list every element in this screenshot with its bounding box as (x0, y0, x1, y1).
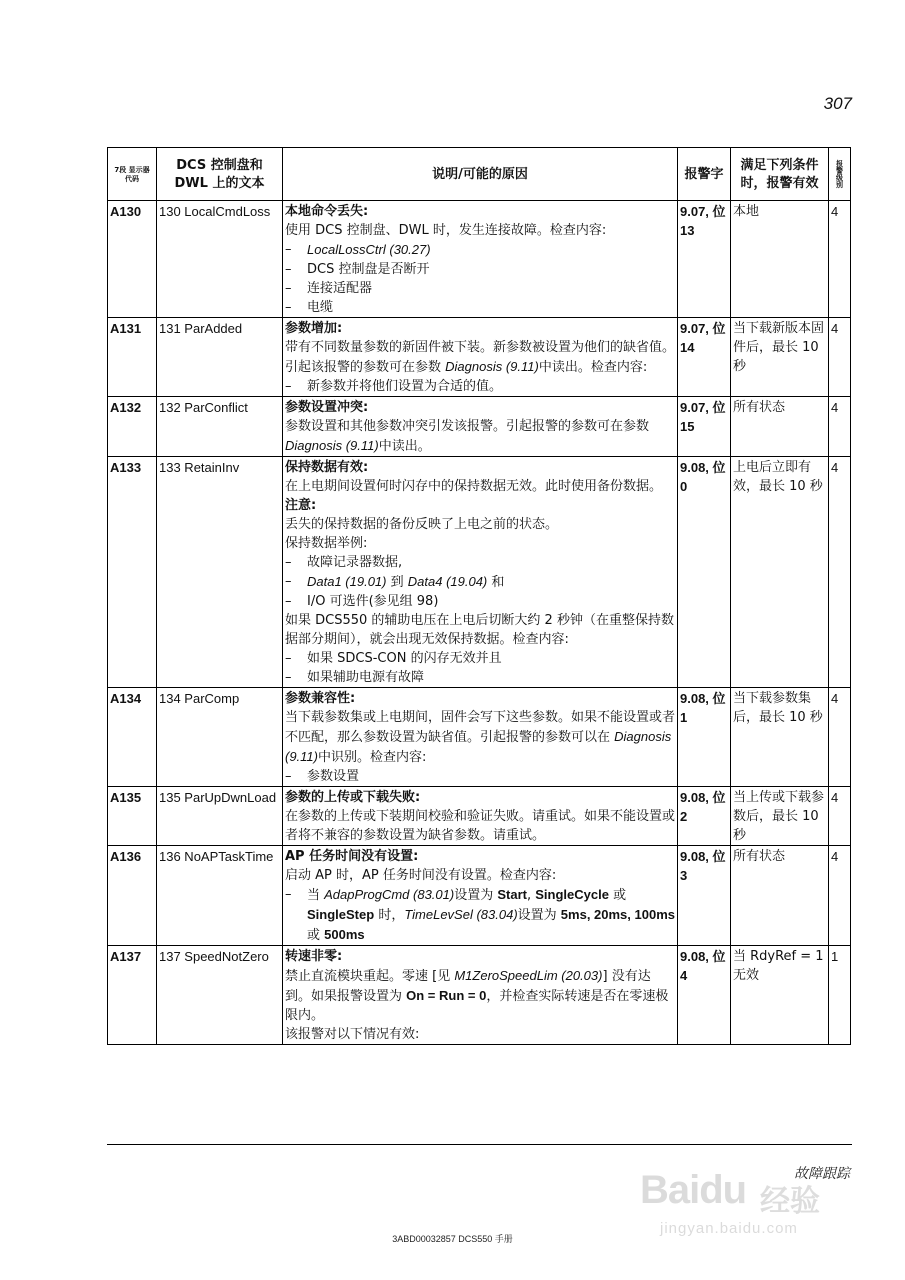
watermark-text: 经验 (760, 1184, 820, 1219)
list-dash: – (285, 574, 292, 589)
text-run: 当 (307, 888, 325, 903)
table-row (108, 946, 851, 1045)
table-row (108, 201, 851, 318)
panel-text: 133 RetainInv (157, 457, 283, 688)
check-item (285, 377, 675, 396)
list-dash: – (285, 887, 292, 902)
alarm-level: 1 (829, 946, 851, 1045)
check-item (285, 592, 675, 611)
active-condition: 所有状态 (731, 397, 829, 457)
description-line (285, 807, 675, 845)
text-run: 启动 AP 时，AP 任务时间没有设置。检查内容: (285, 868, 557, 883)
alarm-code: A134 (108, 688, 157, 787)
text-run: 丢失的保持数据的备份反映了上电之前的状态。 (285, 517, 559, 532)
text-run: 500ms (324, 927, 365, 942)
active-condition: 上电后立即有效，最长 10 秒 (731, 457, 829, 688)
description-line (285, 534, 675, 553)
text-run: M1ZeroSpeedLim (20.03) (454, 968, 603, 983)
text-run: 如果 SDCS-CON 的闪存无效并且 (307, 651, 502, 666)
description-line (285, 417, 675, 456)
text-run: 或 (608, 888, 627, 903)
text-run: DCS 控制盘是否断开 (307, 262, 430, 277)
check-item (285, 260, 675, 279)
alarm-table (107, 147, 851, 1045)
check-item (285, 767, 675, 786)
description-cell (283, 457, 678, 688)
list-dash: – (285, 555, 292, 570)
header-alarm-word: 报警字 (678, 148, 731, 201)
table-row (108, 318, 851, 397)
alarm-code: A132 (108, 397, 157, 457)
text-run: Start (497, 887, 527, 902)
check-item (285, 885, 675, 945)
list-dash: – (285, 281, 292, 296)
text-run: LocalLossCtrl (30.27) (307, 242, 431, 257)
alarm-level: 4 (829, 457, 851, 688)
alarm-word: 9.07, 位 13 (678, 201, 731, 318)
text-run: 故障记录器数据, (307, 555, 403, 570)
description-title: AP 任务时间没有设置: (285, 849, 419, 864)
description-line (285, 496, 675, 515)
text-run: 注意: (285, 498, 317, 513)
text-run: 电缆 (307, 300, 334, 315)
description-line (285, 1025, 675, 1044)
alarm-word: 9.07, 位 14 (678, 318, 731, 397)
panel-text: 135 ParUpDwnLoad (157, 787, 283, 846)
list-dash: – (285, 594, 292, 609)
panel-text: 130 LocalCmdLoss (157, 201, 283, 318)
check-item (285, 279, 675, 298)
text-run: 设置为 (454, 888, 498, 903)
alarm-code: A136 (108, 846, 157, 946)
alarm-code: A133 (108, 457, 157, 688)
text-run: 设置为 (517, 908, 561, 923)
description-cell (283, 318, 678, 397)
text-run: 该报警对以下情况有效: (285, 1027, 420, 1042)
active-condition: 当上传或下载参数后，最长 10 秒 (731, 787, 829, 846)
text-run: ] 没有达到。如果报警设置为 (285, 969, 651, 1004)
text-run: 禁止直流模块重起。零速 [见 (285, 969, 455, 984)
active-condition: 当下载参数集后，最长 10 秒 (731, 688, 829, 787)
text-run: TimeLevSel (83.04) (404, 907, 518, 922)
list-dash: – (285, 769, 292, 784)
text-run: Data1 (19.01) (307, 574, 387, 589)
text-run: 或 (307, 928, 325, 943)
alarm-level: 4 (829, 846, 851, 946)
text-run: 到 (386, 575, 408, 590)
list-dash: – (285, 670, 292, 685)
check-item (285, 240, 675, 260)
description-title: 本地命令丢失: (285, 204, 369, 219)
text-run: 带有不同数量参数的新固件被下装。新参数被设置为他们的缺省值。引起该报警的参数可在参数 (285, 340, 676, 375)
text-run: 如果辅助电源有故障 (307, 670, 425, 685)
watermark-logo: Baidu (640, 1168, 747, 1212)
text-run: 在参数的上传或下装期间校验和验证失败。请重试。如果不能设置或者将不兼容的参数设置为缺省参数。请重试。 (285, 809, 676, 843)
table-row (108, 457, 851, 688)
chapter-title: 故障跟踪 (794, 1166, 850, 1182)
list-dash: – (285, 262, 292, 277)
description-cell (283, 201, 678, 318)
description-title: 转速非零: (285, 949, 343, 964)
text-run: SingleCycle (535, 887, 609, 902)
panel-text: 136 NoAPTaskTime (157, 846, 283, 946)
alarm-word: 9.08, 位 3 (678, 846, 731, 946)
watermark-url: jingyan.baidu.com (660, 1220, 798, 1237)
description-line (285, 966, 675, 1025)
description-cell (283, 397, 678, 457)
check-item (285, 553, 675, 572)
alarm-code: A130 (108, 201, 157, 318)
table-header-row (108, 148, 851, 201)
list-dash: – (285, 651, 292, 666)
description-cell (283, 846, 678, 946)
alarm-word: 9.08, 位 1 (678, 688, 731, 787)
text-run: AdapProgCmd (83.01) (324, 887, 455, 902)
text-run: Diagnosis (9.11) (285, 729, 672, 764)
table-row (108, 787, 851, 846)
page-number: 307 (823, 94, 852, 113)
list-dash: – (285, 300, 292, 315)
text-run: 参数设置和其他参数冲突引发该报警。引起报警的参数可在参数 (285, 419, 650, 434)
text-run: SingleStep (307, 907, 375, 922)
text-run: 在上电期间设置何时闪存中的保持数据无效。此时使用备份数据。 (285, 479, 663, 494)
header-segment-code: 7段 显示器 代码 (108, 148, 157, 201)
check-item (285, 649, 675, 668)
check-item (285, 298, 675, 317)
text-run: I/O 可选件(参见组 98) (307, 594, 439, 609)
check-item (285, 572, 675, 592)
description-title: 保持数据有效: (285, 460, 369, 475)
alarm-level: 4 (829, 201, 851, 318)
description-cell (283, 787, 678, 846)
list-dash: – (285, 379, 292, 394)
description-line (285, 338, 675, 377)
description-line (285, 221, 675, 240)
header-alarm-level: 报警级别 (829, 148, 851, 201)
header-panel-text: DCS 控制盘和 DWL 上的文本 (157, 148, 283, 201)
alarm-level: 4 (829, 688, 851, 787)
alarm-word: 9.08, 位 2 (678, 787, 731, 846)
description-title: 参数增加: (285, 321, 343, 336)
alarm-word: 9.08, 位 0 (678, 457, 731, 688)
text-run: , (526, 888, 536, 903)
table-row (108, 397, 851, 457)
text-run: Data4 (19.04) (407, 574, 488, 589)
document-reference: 3ABD00032857 DCS550 手册 (392, 1234, 513, 1244)
alarm-level: 4 (829, 397, 851, 457)
text-run: 连接适配器 (307, 281, 373, 296)
check-item (285, 668, 675, 687)
text-run: 如果 DCS550 的辅助电压在上电后切断大约 2 秒钟（在重整保持数据部分期间），就会出现无效保持数据。检查内容: (285, 613, 674, 647)
text-run: 中识别。检查内容: (318, 750, 427, 765)
text-run: ，并检查实际转速是否在零速极限内。 (285, 989, 669, 1023)
description-line (285, 708, 675, 767)
alarm-level: 4 (829, 318, 851, 397)
text-run: 保持数据举例: (285, 536, 368, 551)
active-condition: 当下载新版本固件后，最长 10 秒 (731, 318, 829, 397)
text-run: 5ms, 20ms, 100ms (560, 907, 675, 922)
header-condition: 满足下列条件时，报警有效 (731, 148, 829, 201)
active-condition: 本地 (731, 201, 829, 318)
text-run: 参数设置 (307, 769, 360, 784)
text-run: 当下载参数集或上电期间，固件会写下这些参数。如果不能设置或者不匹配，那么参数设置为缺省值。引起报警的参数可以在 (285, 710, 676, 745)
text-run: 时， (374, 908, 405, 923)
text-run: Diagnosis (9.11) (445, 359, 539, 374)
description-title: 参数的上传或下载失败: (285, 790, 421, 805)
text-run: On = Run = 0 (406, 988, 487, 1003)
alarm-word: 9.08, 位 4 (678, 946, 731, 1045)
table-row (108, 688, 851, 787)
text-run: Diagnosis (9.11) (285, 438, 379, 453)
text-run: 新参数并将他们设置为合适的值。 (307, 379, 503, 394)
panel-text: 132 ParConflict (157, 397, 283, 457)
footer-rule (107, 1144, 852, 1145)
table-row (108, 846, 851, 946)
active-condition: 所有状态 (731, 846, 829, 946)
panel-text: 134 ParComp (157, 688, 283, 787)
header-description: 说明/可能的原因 (283, 148, 678, 201)
description-line (285, 515, 675, 534)
active-condition: 当 RdyRef = 1 无效 (731, 946, 829, 1045)
description-line (285, 866, 675, 885)
panel-text: 137 SpeedNotZero (157, 946, 283, 1045)
text-run: 和 (487, 575, 505, 590)
description-cell (283, 688, 678, 787)
alarm-level: 4 (829, 787, 851, 846)
description-cell (283, 946, 678, 1045)
alarm-word: 9.07, 位 15 (678, 397, 731, 457)
description-line (285, 611, 675, 649)
description-line (285, 477, 675, 496)
panel-text: 131 ParAdded (157, 318, 283, 397)
alarm-code: A135 (108, 787, 157, 846)
alarm-code: A131 (108, 318, 157, 397)
text-run: 中读出。 (378, 439, 431, 454)
description-title: 参数设置冲突: (285, 400, 369, 415)
alarm-code: A137 (108, 946, 157, 1045)
text-run: 使用 DCS 控制盘、DWL 时，发生连接故障。检查内容: (285, 223, 607, 238)
description-title: 参数兼容性: (285, 691, 356, 706)
text-run: 中读出。检查内容: (538, 360, 648, 375)
list-dash: – (285, 242, 292, 257)
